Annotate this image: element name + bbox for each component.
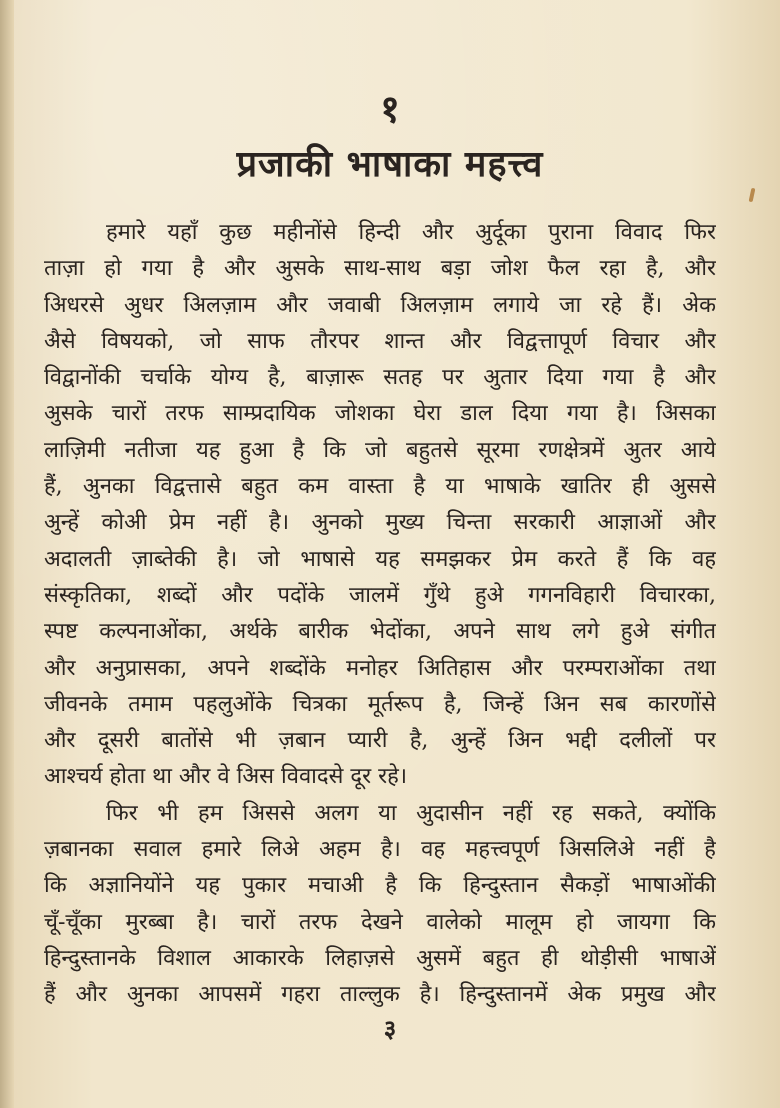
text-line: अुन्हें कोअी प्रेम नहीं है। अुनको मुख्य चिन्ता सरकारी आज्ञाओं और (44, 510, 716, 536)
text-line: और अनुप्रासका, अपने शब्दोंके मनोहर अितिहास और परम्पराओंका तथा (44, 655, 716, 681)
text-line: अिधरसे अुधर अिलज़ाम और जवाबी अिलज़ाम लगाये जा रहे हैं। अेक (44, 292, 716, 318)
chapter-title: प्रजाकी भाषाका महत्त्व (236, 143, 544, 185)
paper-stain (749, 188, 756, 203)
text-line: संस्कृतिका, शब्दों और पदोंके जालमें गुँथे हुअे गगनविहारी विचारका, (44, 582, 716, 608)
text-line: अुसके चारों तरफ साम्प्रदायिक जोशका घेरा डाल दिया गया है। अिसका (44, 401, 716, 427)
text-line: ताज़ा हो गया है और अुसके साथ-साथ बड़ा जोश फैल रहा है, और (44, 256, 716, 282)
text-line: स्पष्ट कल्पनाओंका, अर्थके बारीक भेदोंका, अपने साथ लगे हुअे संगीत (44, 619, 716, 645)
text-line: और दूसरी बातोंसे भी ज़बान प्यारी है, अुन्हें अिन भद्दी दलीलों पर (44, 728, 716, 754)
text-line: लाज़िमी नतीजा यह हुआ है कि जो बहुतसे सूरमा रणक्षेत्रमें अुतर आये (44, 437, 716, 463)
chapter-number: १ (380, 86, 400, 131)
text-line: फिर भी हम अिससे अलग या अुदासीन नहीं रह सकते, क्योंकि (106, 800, 716, 826)
text-line: हमारे यहाँ कुछ महीनोंसे हिन्दी और अुर्दूका पुराना विवाद फिर (106, 220, 716, 245)
text-line: ज़बानका सवाल हमारे लिअे अहम है। वह महत्त्वपूर्ण अिसलिअे नहीं है (44, 837, 716, 863)
text-line: हैं, अुनका विद्वत्तासे बहुत कम वास्ता है या भाषाके खातिर ही अुससे (44, 474, 716, 500)
text-line: हैं और अुनका आपसमें गहरा ताल्लुक है। हिन्दुस्तानमें अेक प्रमुख और (44, 982, 716, 1008)
text-line: कि अज्ञानियोंने यह पुकार मचाअी है कि हिन्दुस्तान सैकड़ों भाषाओंकी (44, 873, 716, 899)
text-line: हिन्दुस्तानके विशाल आकारके लिहाज़से अुसमें बहुत ही थोड़ीसी भाषाअें (44, 945, 716, 971)
text-line: अदालती ज़ाब्तेकी है। जो भाषासे यह समझकर प्रेम करते हैं कि वह (44, 546, 716, 572)
text-line: जीवनके तमाम पहलुओंके चित्रका मूर्तरूप है, जिन्हें अिन सब कारणोंसे (44, 691, 716, 717)
text-line: विद्वानोंकी चर्चाके योग्य है, बाज़ारू सतह पर अुतार दिया गया है और (44, 365, 716, 391)
page-number: ३ (383, 1014, 397, 1043)
body-text (44, 215, 716, 1014)
text-line: चूँ-चूँका मुरब्बा है। चारों तरफ देखने वालेको मालूम हो जायगा कि (44, 909, 716, 935)
text-line: आश्चर्य होता था और वे अिस विवादसे दूर रहे। (44, 764, 408, 790)
text-line: अैसे विषयको, जो साफ तौरपर शान्त और विद्वत्तापूर्ण विचार और (44, 328, 716, 354)
